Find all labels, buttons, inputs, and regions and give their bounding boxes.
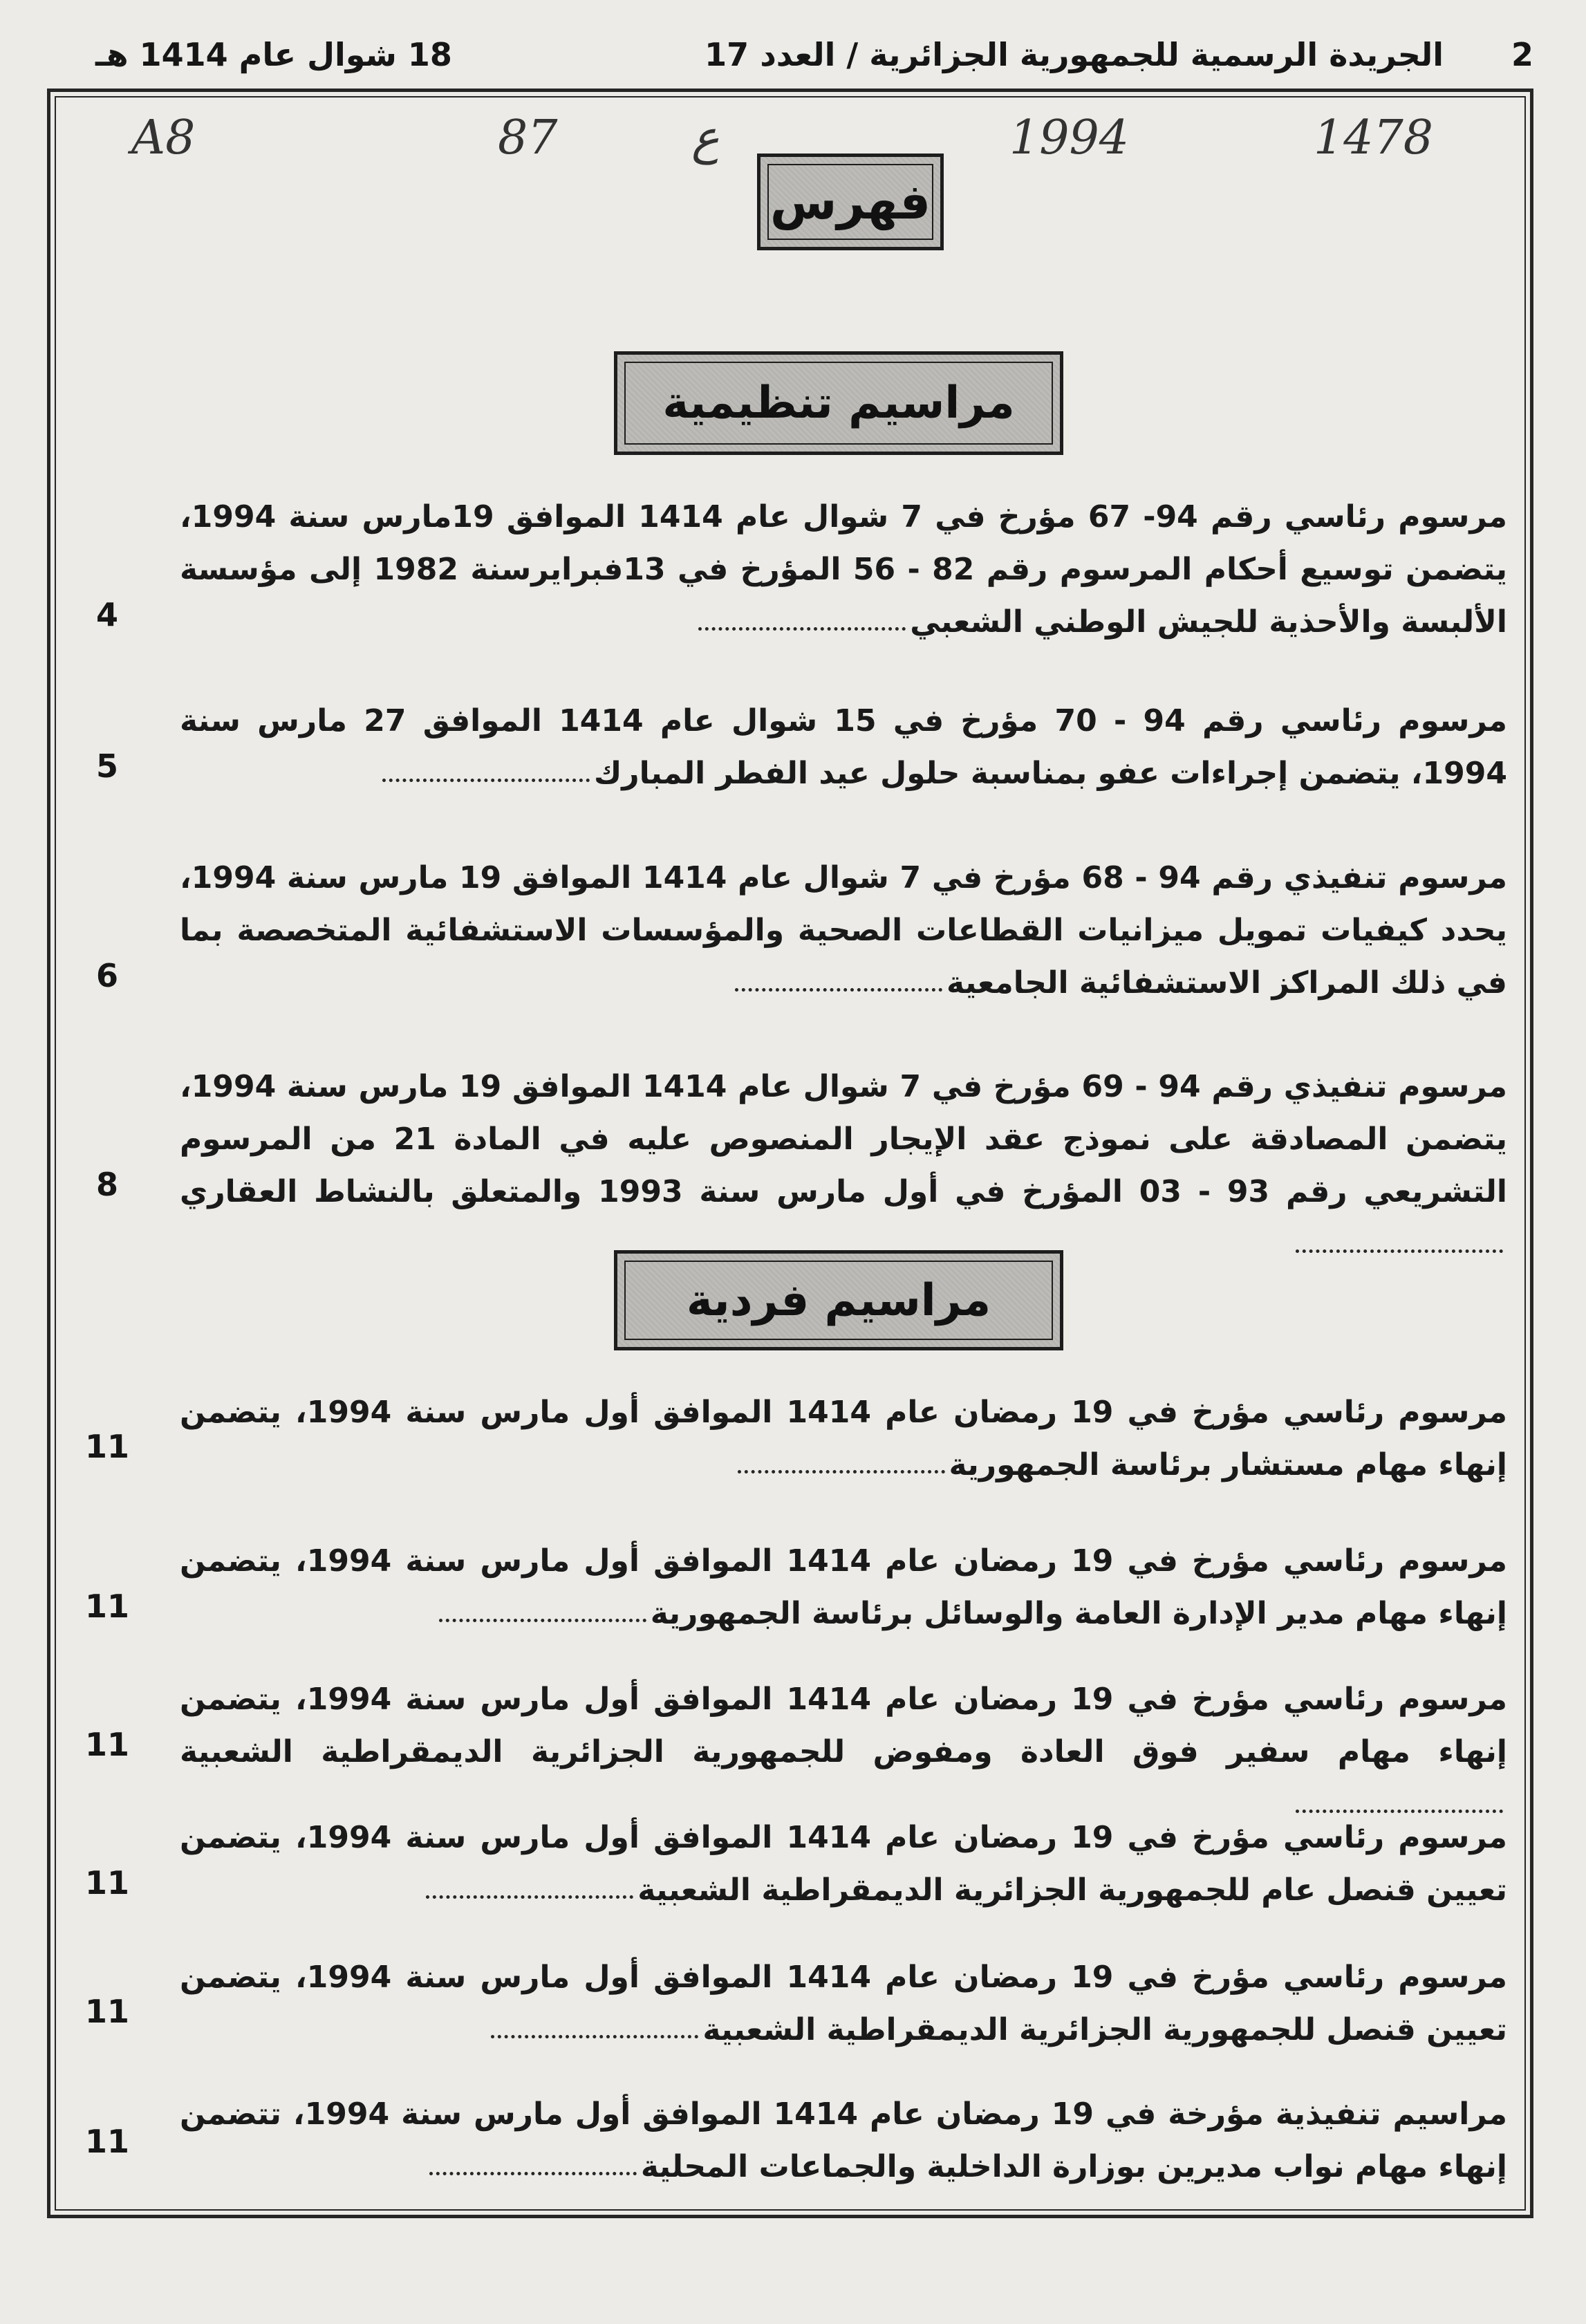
- entry-text: مراسيم تنفيذية مؤرخة في 19 رمضان عام 1414 الموافق أول مارس سنة 1994، تتضمن إنهاء مهام نواب مديرين بوزارة الداخلية والجماعات المحلية: [180, 2097, 1507, 2184]
- dot-leader: [439, 1609, 646, 1622]
- header-journal-title: الجريدة الرسمية للجمهورية الجزائرية / العدد 17: [705, 36, 1444, 73]
- header-page-number: 2: [1511, 36, 1533, 73]
- dot-leader: [1296, 1800, 1503, 1813]
- entry-text: مرسوم رئاسي مؤرخ في 19 رمضان عام 1414 الموافق أول مارس سنة 1994، يتضمن تعيين قنصل للجمهورية الجزائرية الديمقراطية الشعبية: [180, 1960, 1508, 2047]
- index-title: فهرس: [757, 154, 944, 250]
- entry-page-number: 8: [95, 1166, 118, 1203]
- dot-leader: [426, 1886, 633, 1899]
- handwritten-note: 1994: [1009, 111, 1130, 165]
- entry-text: مرسوم رئاسي مؤرخ في 19 رمضان عام 1414 الموافق أول مارس سنة 1994، يتضمن إنهاء مهام مدير الإدارة العامة والوسائل برئاسة الجمهورية: [180, 1543, 1508, 1631]
- entry-text: مرسوم رئاسي رقم 94- 67 مؤرخ في 7 شوال عام 1414 الموافق 19مارس سنة 1994، يتضمن توسيع أحكام المرسوم رقم 82 - 56 المؤرخ في 13فبرايرسنة 1982 إلى مؤسسة الألبسة والأحذية للجيش الوطني الشعبي: [180, 499, 1507, 640]
- handwritten-note: 1478: [1314, 111, 1434, 165]
- dot-leader: [1296, 1240, 1503, 1253]
- section-title-individual: مراسيم فردية: [614, 1250, 1063, 1350]
- section-title-regulatory: مراسيم تنظيمية: [614, 351, 1063, 455]
- entry-page-number: 11: [84, 1428, 129, 1465]
- entry-page-number: 11: [84, 2123, 129, 2160]
- entry-page-number: 11: [84, 1864, 129, 1902]
- header-date: 18 شوال عام 1414 هـ: [95, 36, 452, 73]
- running-header: [47, 28, 1533, 83]
- entry-text: مرسوم رئاسي مؤرخ في 19 رمضان عام 1414 الموافق أول مارس سنة 1994، يتضمن إنهاء مهام مستشار برئاسة الجمهورية: [180, 1395, 1508, 1482]
- dot-leader: [491, 2025, 698, 2038]
- entry-text: مرسوم تنفيذي رقم 94 - 68 مؤرخ في 7 شوال عام 1414 الموافق 19 مارس سنة 1994، يحدد كيفيات تمويل ميزانيات القطاعات الصحية والمؤسسات الاستشفائية المتخصصة بما في ذلك المراكز الاستشفائية الجامعية: [180, 860, 1507, 1001]
- entry-page-number: 5: [95, 747, 118, 785]
- entry-text: مرسوم تنفيذي رقم 94 - 69 مؤرخ في 7 شوال عام 1414 الموافق 19 مارس سنة 1994، يتضمن المصادقة على نموذج عقد الإيجار المنصوص عليه في المادة 21 من المرسوم التشريعي رقم 93 - 03 المؤرخ في أول مارس سنة 1993 والمتعلق بالنشاط العقاري: [180, 1069, 1507, 1209]
- dot-leader: [735, 978, 942, 992]
- handwritten-note: ع: [691, 111, 720, 165]
- handwritten-note: 87: [498, 111, 558, 165]
- dot-leader: [429, 2162, 637, 2175]
- entry-page-number: 11: [84, 1588, 129, 1625]
- entry-page-number: 11: [84, 1726, 129, 1763]
- entry-text: مرسوم رئاسي رقم 94 - 70 مؤرخ في 15 شوال عام 1414 الموافق 27 مارس سنة 1994، يتضمن إجراءات عفو بمناسبة حلول عيد الفطر المبارك: [180, 703, 1508, 791]
- entry-text: مرسوم رئاسي مؤرخ في 19 رمضان عام 1414 الموافق أول مارس سنة 1994، يتضمن تعيين قنصل عام للجمهورية الجزائرية الديمقراطية الشعبية: [180, 1820, 1508, 1908]
- handwritten-note: A8: [131, 111, 196, 165]
- entry-page-number: 4: [95, 596, 118, 633]
- entry-page-number: 6: [95, 957, 118, 994]
- entry-page-number: 11: [84, 1993, 129, 2030]
- dot-leader: [738, 1460, 945, 1474]
- entry-text: مرسوم رئاسي مؤرخ في 19 رمضان عام 1414 الموافق أول مارس سنة 1994، يتضمن إنهاء مهام سفير فوق العادة ومفوض للجمهورية الجزائرية الديمقراطية الشعبية: [180, 1682, 1508, 1769]
- dot-leader: [698, 617, 906, 631]
- dot-leader: [382, 769, 590, 782]
